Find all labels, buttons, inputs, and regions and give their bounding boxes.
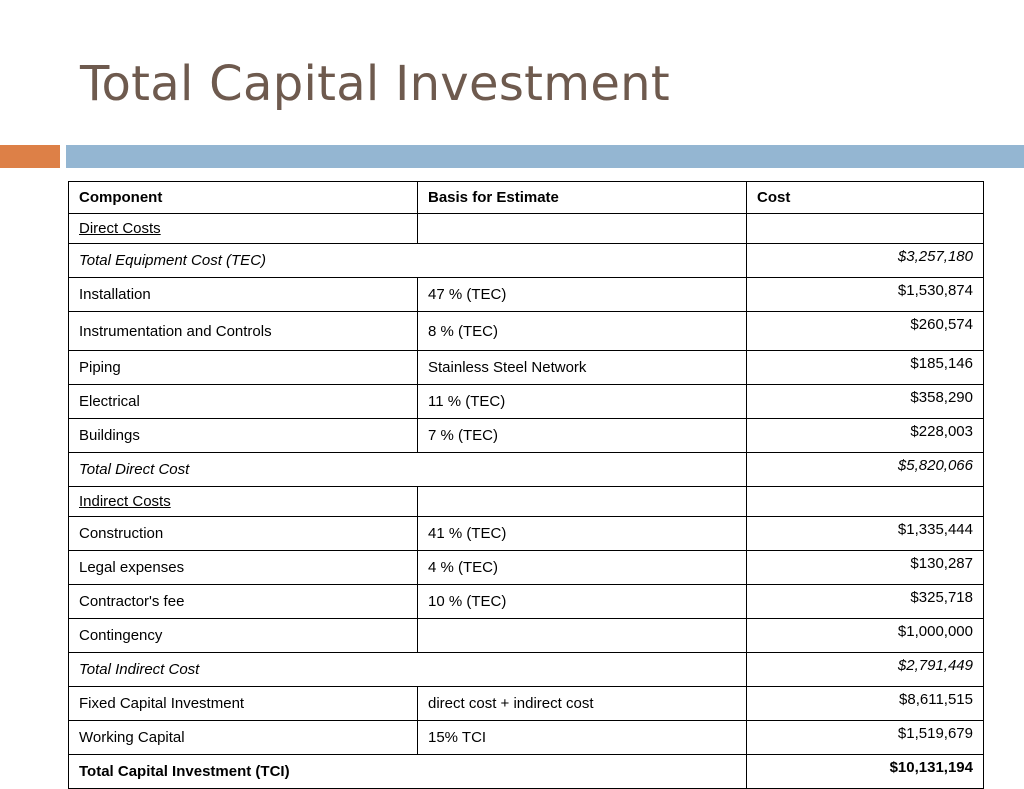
table-row-contractor xyxy=(69,585,984,619)
cost-cell: $1,000,000 xyxy=(747,619,984,653)
subtotal-label: Total Direct Cost xyxy=(69,453,747,487)
component-cell: Instrumentation and Controls xyxy=(69,312,418,351)
basis-cell: 8 % (TEC) xyxy=(418,312,747,351)
subtotal-row-indirect xyxy=(69,653,984,687)
component-cell: Buildings xyxy=(69,419,418,453)
basis-cell: 4 % (TEC) xyxy=(418,551,747,585)
cost-cell: $130,287 xyxy=(747,551,984,585)
section-label-direct-costs: Direct Costs xyxy=(79,220,161,237)
subtotal-row-tec xyxy=(69,244,984,278)
header-component: Component xyxy=(69,182,418,214)
cost-cell: $325,718 xyxy=(747,585,984,619)
subtotal-cost: $5,820,066 xyxy=(747,453,984,487)
table-row-electrical xyxy=(69,385,984,419)
component-cell: Electrical xyxy=(69,385,418,419)
cost-cell: $260,574 xyxy=(747,312,984,351)
basis-cell: 15% TCI xyxy=(418,721,747,755)
empty-cell xyxy=(418,214,747,244)
table-row-construction xyxy=(69,517,984,551)
total-label: Total Capital Investment (TCI) xyxy=(69,755,747,789)
section-row-indirect-costs xyxy=(69,487,984,517)
table-row-legal xyxy=(69,551,984,585)
header-basis: Basis for Estimate xyxy=(418,182,747,214)
table-row-working-capital xyxy=(69,721,984,755)
table-row-piping xyxy=(69,351,984,385)
basis-cell: Stainless Steel Network xyxy=(418,351,747,385)
accent-bar-blue xyxy=(66,145,1024,168)
basis-cell: 7 % (TEC) xyxy=(418,419,747,453)
table-row-installation xyxy=(69,278,984,312)
component-cell: Contingency xyxy=(69,619,418,653)
cost-cell: $185,146 xyxy=(747,351,984,385)
capital-investment-table xyxy=(68,181,984,789)
subtotal-label: Total Indirect Cost xyxy=(69,653,747,687)
basis-cell: 41 % (TEC) xyxy=(418,517,747,551)
component-cell: Fixed Capital Investment xyxy=(69,687,418,721)
empty-cell xyxy=(418,487,747,517)
subtotal-cost: $2,791,449 xyxy=(747,653,984,687)
basis-cell: direct cost + indirect cost xyxy=(418,687,747,721)
subtotal-row-direct xyxy=(69,453,984,487)
cost-cell: $8,611,515 xyxy=(747,687,984,721)
slide-title: Total Capital Investment xyxy=(80,56,670,112)
total-cost: $10,131,194 xyxy=(747,755,984,789)
empty-cell xyxy=(747,487,984,517)
basis-cell: 47 % (TEC) xyxy=(418,278,747,312)
section-label-cell xyxy=(69,214,418,244)
section-row-direct-costs xyxy=(69,214,984,244)
component-cell: Installation xyxy=(69,278,418,312)
component-cell: Legal expenses xyxy=(69,551,418,585)
header-cost: Cost xyxy=(747,182,984,214)
table-row-buildings xyxy=(69,419,984,453)
cost-cell: $228,003 xyxy=(747,419,984,453)
component-cell: Construction xyxy=(69,517,418,551)
subtotal-cost: $3,257,180 xyxy=(747,244,984,278)
table-row-contingency xyxy=(69,619,984,653)
table-row-fci xyxy=(69,687,984,721)
section-label-cell xyxy=(69,487,418,517)
component-cell: Piping xyxy=(69,351,418,385)
table-row-instrumentation xyxy=(69,312,984,351)
component-cell: Working Capital xyxy=(69,721,418,755)
header-row xyxy=(69,182,984,214)
subtotal-label: Total Equipment Cost (TEC) xyxy=(69,244,747,278)
basis-cell: 10 % (TEC) xyxy=(418,585,747,619)
basis-cell xyxy=(418,619,747,653)
total-row-tci xyxy=(69,755,984,789)
cost-cell: $1,335,444 xyxy=(747,517,984,551)
cost-cell: $358,290 xyxy=(747,385,984,419)
cost-cell: $1,530,874 xyxy=(747,278,984,312)
accent-bar-orange xyxy=(0,145,60,168)
cost-cell: $1,519,679 xyxy=(747,721,984,755)
section-label-indirect-costs: Indirect Costs xyxy=(79,493,171,510)
basis-cell: 11 % (TEC) xyxy=(418,385,747,419)
empty-cell xyxy=(747,214,984,244)
component-cell: Contractor's fee xyxy=(69,585,418,619)
